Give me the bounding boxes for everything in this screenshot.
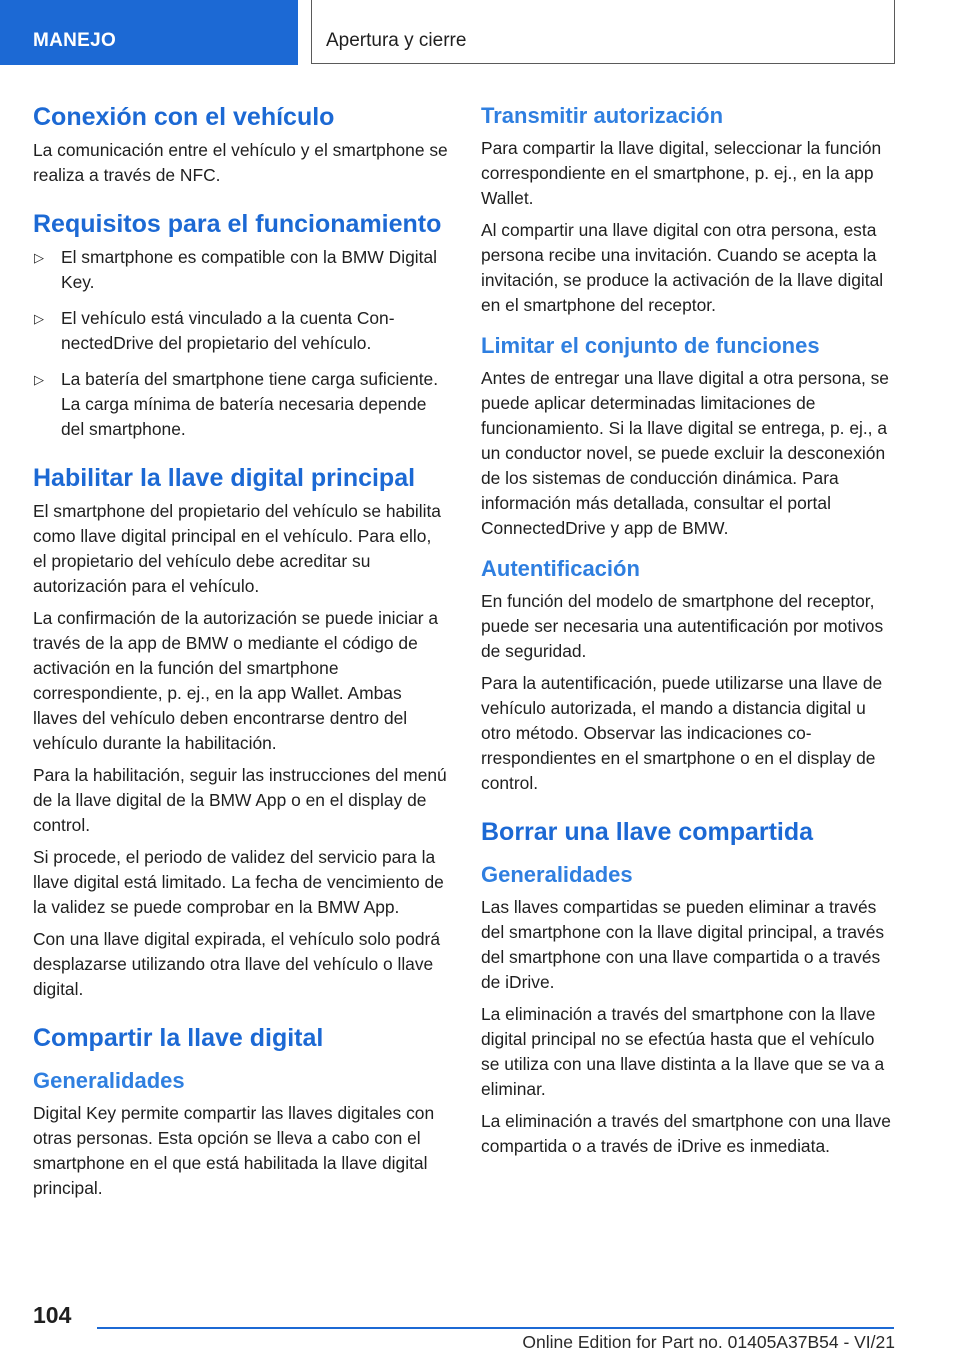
subheading-generalidades-borrar: Generalidades xyxy=(481,862,633,887)
list-item: ▷ El vehículo está vinculado a la cuenta ConnectedDrive del propietario del vehículo. xyxy=(34,308,395,353)
heading-requisitos: Requisitos para el funcionamiento xyxy=(33,210,442,238)
right-column xyxy=(481,102,897,1166)
triangle-bullet-icon: ▷ xyxy=(34,372,44,387)
requisitos-list xyxy=(33,245,448,442)
paragraph-generalidades: Digital Key permite compartir las llaves digitales con otras personas. Esta opción se lleva a cabo con el smartphone en el que está habilitada la llave digital principal. xyxy=(33,1103,435,1198)
paragraph-habilitar-1: El smartphone del propietario del vehículo se habilita como llave digital principal en el vehículo. Para ello, el propietario del vehículo debe acreditar su autorización para el vehículo. xyxy=(33,501,441,596)
list-item: ▷ El smartphone es compatible con la BMW Digital Key. xyxy=(34,247,437,292)
heading-borrar: Borrar una llave compartida xyxy=(481,818,814,846)
left-column xyxy=(33,102,448,1208)
subheading-autentificacion: Autentificación xyxy=(481,556,640,581)
chapter-title: Apertura y cierre xyxy=(311,0,895,64)
paragraph-habilitar-4: Si procede, el periodo de validez del servicio para la llave digital está limitado. La fecha de vencimiento de la validez se puede comprobar en la BMW App. xyxy=(33,847,444,917)
heading-conexion: Conexión con el vehículo xyxy=(33,103,335,131)
page-number: 104 xyxy=(33,1302,72,1328)
footer-edition: Online Edition for Part no. 01405A37B54 - VI/21 xyxy=(522,1332,895,1352)
paragraph-transmitir-2: Al compartir una llave digital con otra persona, esta persona recibe una invitación. Cuando se acepta la invitación, se produce la activación de la llave digital en el smartphone del receptor. xyxy=(481,220,884,315)
list-item: ▷ La batería del smartphone tiene carga suficiente. La carga mínima de batería necesaria depende del smartphone. xyxy=(34,369,439,439)
subheading-transmitir: Transmitir autorización xyxy=(481,103,724,128)
paragraph-limitar: Antes de entregar una llave digital a otra persona, se puede aplicar determinadas limitaciones de funcionamiento. Si la llave digital se entrega, p. ej., a un conductor novel, se puede excluir la desconexión de los sistemas de conducción dinámica. Para información más detallada, consultar el portal ConnectedDrive y app de BMW. xyxy=(481,368,889,538)
paragraph-habilitar-5: Con una llave digital expirada, el vehículo solo podrá desplazarse utilizando otra llave del vehículo o llave digital. xyxy=(33,929,441,999)
paragraph-transmitir-1: Para compartir la llave digital, seleccionar la función correspondiente en el smartphone, p. ej., en la app Wallet. xyxy=(481,138,882,208)
paragraph-habilitar-3: Para la habilitación, seguir las instrucciones del menú de la llave digital de la BMW App o en el display de control. xyxy=(33,765,447,835)
paragraph-borrar-3: La eliminación a través del smartphone con una llave compartida o a través de iDrive es inmediata. xyxy=(481,1111,891,1156)
paragraph-autentificacion-2: Para la autentificación, puede utilizarse una llave de vehículo autorizada, el mando a distancia digital u otro método. Observar las indicaciones correspondientes en el smartphone o en el display de control. xyxy=(481,673,883,793)
footer-divider xyxy=(97,1327,894,1329)
heading-habilitar: Habilitar la llave digital principal xyxy=(33,464,416,492)
subheading-generalidades: Generalidades xyxy=(33,1068,185,1093)
paragraph-borrar-2: La eliminación a través del smartphone con la llave digital principal no se efectúa hasta que el vehículo se utiliza con una llave distinta a la llave que se va a eliminar. xyxy=(481,1004,885,1099)
subheading-limitar: Limitar el conjunto de funciones xyxy=(481,333,820,358)
triangle-bullet-icon: ▷ xyxy=(34,250,44,265)
triangle-bullet-icon: ▷ xyxy=(34,311,44,326)
heading-compartir: Compartir la llave digital xyxy=(33,1024,324,1052)
paragraph-autentificacion-1: En función del modelo de smartphone del receptor, puede ser necesaria una autentificación por motivos de seguridad. xyxy=(481,591,884,661)
paragraph-borrar-1: Las llaves compartidas se pueden eliminar a través del smartphone con la llave digital principal, a través del smartphone con una llave compartida o a través de iDrive. xyxy=(481,897,885,992)
paragraph-habilitar-2: La confirmación de la autorización se puede iniciar a través de la app de BMW o mediante el código de activación en la función del smartphone correspondiente, p. ej., en la app Wallet. Ambas llaves del vehículo deben encontrarse dentro del vehículo durante la habilitación. xyxy=(33,608,439,753)
section-tab: MANEJO xyxy=(0,0,298,65)
paragraph-conexion: La comunicación entre el vehículo y el smartphone se realiza a través de NFC. xyxy=(33,140,448,185)
